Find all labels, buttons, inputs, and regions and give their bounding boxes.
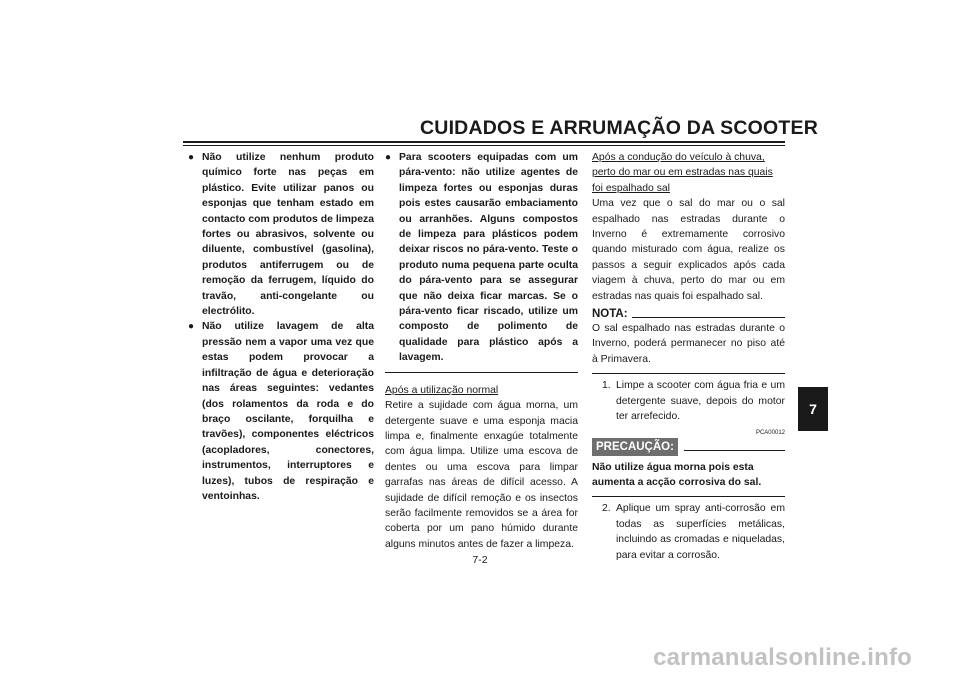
note-rule [632,317,785,318]
step-number: 1. [602,380,611,392]
step-number: 2. [602,503,611,515]
column-1 [188,150,374,504]
caution-rule [684,450,785,451]
column-2 [385,150,578,552]
caution-code: PCA00012 [755,429,785,436]
caution-label: PRECAUÇÃO: [592,438,678,456]
section-heading: Após a condução do veículo à chuva, perto do mar ou em estradas nas quais foi espalhado sal [592,152,773,194]
section-heading: Após a utilização normal [385,384,499,396]
note-text: O sal espalhado nas estradas durante o Inverno, poderá permanecer no piso até à Primavera. [592,323,785,365]
list-item [188,319,374,504]
page-number: 7-2 [472,554,488,566]
bullet-text: Não utilize lavagem de alta pressão nem a vapor uma vez que estas podem provocar a infiltração de água e deterioração nas áreas seguintes: vedantes (dos rolamentos da roda e do braço oscilante, forquilha e travões), componentes eléctricos (acopladores, conectores, instrumentos, interruptores e luzes), tubos de respiração e ventoinhas. [202,321,374,502]
bullet-icon: ● [188,321,195,333]
title-rule [183,141,785,143]
bullet-icon: ● [385,152,392,163]
section-text: Retire a sujidade com água morna, um detergente suave e uma esponja macia limpa e, finalmente enxagúe totalmente com água limpa. Utilize uma escova de dentes ou uma escova para limpar garrafas nas áreas de difícil acesso. A sujidade de difícil remoção e os insectos serão facilmente removidos se a área for coberta por um pano húmido durante alguns minutos antes de fazer a limpeza. [385,400,578,550]
list-item [385,150,578,366]
bullet-text: Não utilize nenhum produto químico forte nas peças em plástico. Evite utilizar panos ou esponjas que tenham estado em contacto com produtos de limpeza fortes ou abrasivos, solvente ou diluente, combustível (gasolina), produtos antiferrugem ou de remoção da ferrugem, líquido do travão, anti-congelante ou electrólito. [202,152,374,318]
step-text: Aplique um spray anti-corrosão em todas as superfícies metálicas, incluindo as cromadas e niqueladas, para evitar a corrosão. [616,503,785,561]
caution-header [592,438,785,456]
chapter-tab: 7 [798,387,828,431]
page-title: CUIDADOS E ARRUMAÇÃO DA SCOOTER [420,117,819,139]
note-header [592,308,785,321]
bullet-text: Para scooters equipadas com um pára-vento: não utilize agentes de limpeza fortes ou esponjas duras pois estes causarão embaciamento ou arranhões. Alguns compostos de limpeza para plásticos podem deixar riscos no pára-vento. Teste o produto numa pequena parte oculta do pára-vento para se assegurar que não deixa ficar marcas. Se o pára-vento ficar riscado, utilize um composto de polimento de qualidade para plástico após a lavagem. [399,152,578,364]
step-text: Limpe a scooter com água fria e um detergente suave, depois do motor ter arrefecido. [616,380,785,423]
column-3 [592,150,785,563]
step-item [592,378,785,424]
bullet-icon: ● [188,152,195,163]
note-label: NOTA: [592,308,628,321]
section-text: Uma vez que o sal do mar ou o sal espalhado nas estradas durante o Inverno é extremamente corrosivo quando misturado com água, realize os passos a seguir explicados após cada viagem à chuva, perto do mar ou em estradas nas quais foi espalhado sal. [592,198,785,302]
list-item [188,150,374,319]
step-item [592,501,785,563]
title-rule-thin [183,145,785,146]
caution-text: Não utilize água morna pois esta aumenta a acção corrosiva do sal. [592,461,762,488]
watermark: carmanualsonline.info [653,644,912,671]
